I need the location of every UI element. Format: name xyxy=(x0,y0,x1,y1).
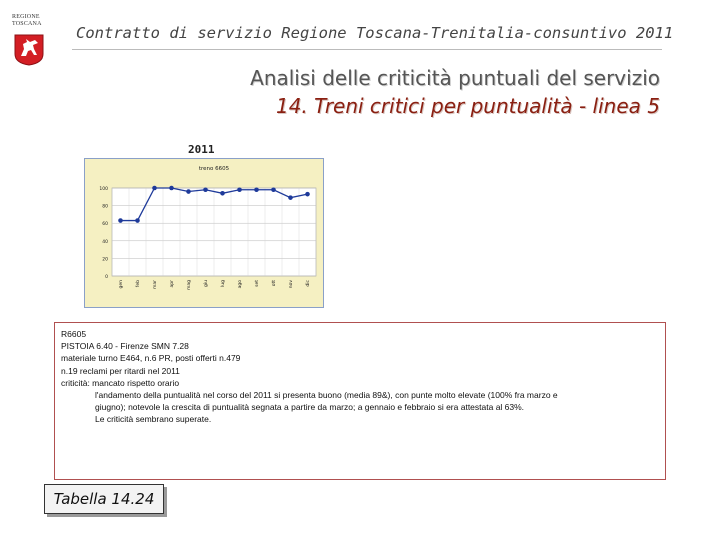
analysis-line-1: l'andamento della puntualità nel corso del 2011 si presenta buono (media 89&), con punte molto elevate (100% fra marzo e xyxy=(95,390,558,401)
data-point xyxy=(220,191,225,196)
data-point xyxy=(271,187,276,192)
punctuality-line-chart xyxy=(84,158,324,308)
document-header: Contratto di servizio Regione Toscana-Trenitalia-consuntivo 2011 xyxy=(76,24,674,42)
train-code: R6605 xyxy=(61,329,87,339)
x-tick-label: ott xyxy=(272,280,277,287)
y-tick-label: 60 xyxy=(102,222,108,228)
data-point xyxy=(203,187,208,192)
y-tick-label: 0 xyxy=(105,275,108,280)
x-tick-label: giu xyxy=(204,280,209,287)
y-tick-label: 100 xyxy=(99,187,108,192)
header-divider xyxy=(72,49,662,50)
x-tick-label: nov xyxy=(289,280,294,289)
data-point xyxy=(169,186,174,191)
logo-line-2: TOSCANA xyxy=(12,21,42,27)
x-tick-label: apr xyxy=(170,280,175,288)
data-point xyxy=(135,218,140,223)
x-tick-label: mar xyxy=(153,280,158,289)
logo-text xyxy=(12,14,42,28)
chart-year-label: 2011 xyxy=(188,143,215,156)
analysis-conclusion: Le criticità sembrano superate. xyxy=(95,414,212,425)
y-tick-label: 20 xyxy=(102,257,108,263)
data-point xyxy=(186,189,191,194)
x-tick-label: mag xyxy=(187,280,192,290)
slide-subtitle: 14. Treni critici per puntualità - linea 5 xyxy=(275,94,660,118)
x-tick-label: dic xyxy=(306,280,311,287)
x-tick-label: gen xyxy=(119,280,124,289)
data-point xyxy=(254,187,259,192)
data-point xyxy=(118,218,123,223)
y-tick-label: 40 xyxy=(102,239,108,245)
train-info-box xyxy=(54,322,666,480)
analysis-line-2: giugno); notevole la crescita di puntualità segnata a partire da marzo; a gennaio e febbraio si era attestata al 63%. xyxy=(95,402,525,413)
table-number-label: Tabella 14.24 xyxy=(44,484,164,514)
y-tick-label: 80 xyxy=(102,204,108,210)
data-point xyxy=(288,195,293,200)
chart-title: treno 6605 xyxy=(198,166,230,172)
x-tick-label: ago xyxy=(238,280,243,289)
complaints-count: n.19 reclami per ritardi nel 2011 xyxy=(61,365,180,376)
data-point xyxy=(237,187,242,192)
x-tick-label: lug xyxy=(221,280,226,287)
slide-title: Analisi delle criticità puntuali del servizio xyxy=(250,66,660,90)
data-point xyxy=(305,192,310,197)
data-point xyxy=(152,186,157,191)
train-route: PISTOIA 6.40 - Firenze SMN 7.28 xyxy=(61,341,189,352)
criticality: criticità: mancato rispetto orario xyxy=(61,377,180,388)
train-rolling-stock: materiale turno E464, n.6 PR, posti offerti n.479 xyxy=(61,353,241,364)
logo-line-1: REGIONE xyxy=(12,14,40,20)
x-tick-label: feb xyxy=(136,280,141,288)
pegasus-shield-icon xyxy=(14,34,44,66)
x-tick-label: set xyxy=(255,280,260,287)
